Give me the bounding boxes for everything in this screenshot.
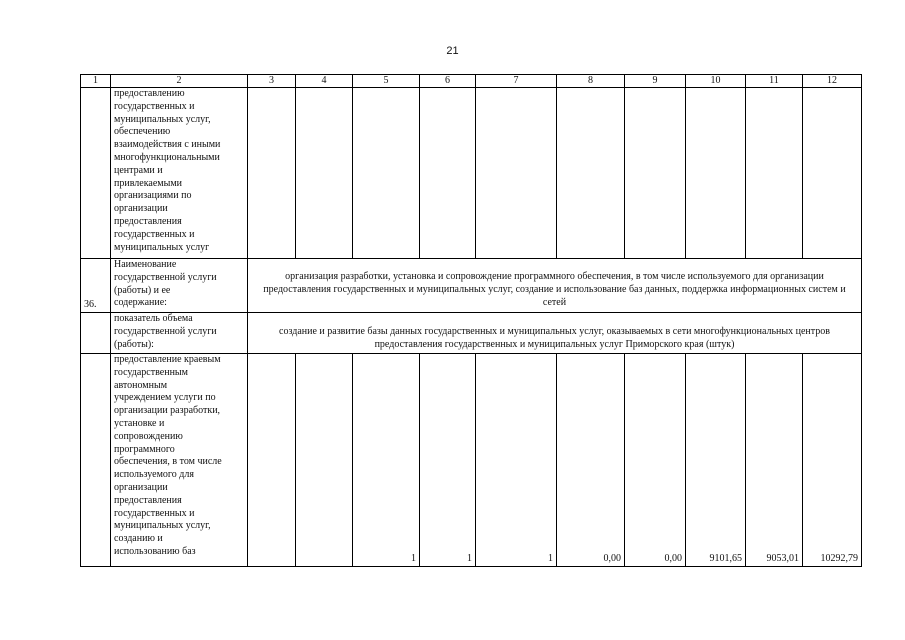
budget-table (80, 74, 862, 567)
value-cell: 9101,65 (686, 354, 746, 567)
value-cell: 9053,01 (746, 354, 803, 567)
column-header: 1 (81, 75, 111, 88)
page-number: 21 (446, 45, 459, 57)
service-number: 36. (81, 259, 111, 313)
value-cell: 1 (420, 354, 476, 567)
continuation-text: предоставлению государственных и муниципальных услуг, обеспечению взаимодействия с иными многофункциональными центрами и привлекаемыми организациями по организации предоставления государственных и муниципальных услуг (111, 88, 248, 259)
empty-cell (746, 88, 803, 259)
empty-cell (803, 88, 862, 259)
indicator-label: показатель объема государственной услуги (работы): (111, 313, 248, 354)
column-header: 11 (746, 75, 803, 88)
empty-cell (686, 88, 746, 259)
data-row (81, 354, 862, 567)
column-header: 6 (420, 75, 476, 88)
value-cell: 0,00 (557, 354, 625, 567)
value-cell: 1 (476, 354, 557, 567)
continuation-row (81, 88, 862, 259)
column-header: 8 (557, 75, 625, 88)
value-cell: 0,00 (625, 354, 686, 567)
value-cell: 10292,79 (803, 354, 862, 567)
column-header: 4 (296, 75, 353, 88)
header-row (81, 75, 862, 88)
empty-cell (420, 88, 476, 259)
column-header: 2 (111, 75, 248, 88)
empty-cell (296, 88, 353, 259)
row-number-cell (81, 354, 111, 567)
column-header: 7 (476, 75, 557, 88)
service-content: организация разработки, установка и сопровождение программного обеспечения, в том числе используемого для организации предоставления государственных и муниципальных услуг, создание и использование баз данных, поддержка информационных систем и сетей (248, 259, 862, 313)
row-number-cell (81, 313, 111, 354)
column-header: 12 (803, 75, 862, 88)
column-header: 10 (686, 75, 746, 88)
service-label: Наименование государственной услуги (работы) и ее содержание: (111, 259, 248, 313)
service-row (81, 259, 862, 313)
value-cell (296, 354, 353, 567)
indicator-content: создание и развитие базы данных государственных и муниципальных услуг, оказываемых в сети многофункциональных центров предоставления государственных и муниципальных услуг Приморского края (штук) (248, 313, 862, 354)
indicator-row (81, 313, 862, 354)
empty-cell (557, 88, 625, 259)
empty-cell (248, 88, 296, 259)
value-cell: 1 (353, 354, 420, 567)
empty-cell (625, 88, 686, 259)
value-cell (248, 354, 296, 567)
empty-cell (476, 88, 557, 259)
empty-cell (353, 88, 420, 259)
column-header: 9 (625, 75, 686, 88)
data-row-label: предоставление краевым государственным автономным учреждением услуги по организации разработки, установке и сопровождению программного обеспечения, в том числе используемого для организации предоставления государственных и муниципальных услуг, созданию и использованию баз (111, 354, 248, 567)
row-number-cell (81, 88, 111, 259)
column-header: 5 (353, 75, 420, 88)
column-header: 3 (248, 75, 296, 88)
